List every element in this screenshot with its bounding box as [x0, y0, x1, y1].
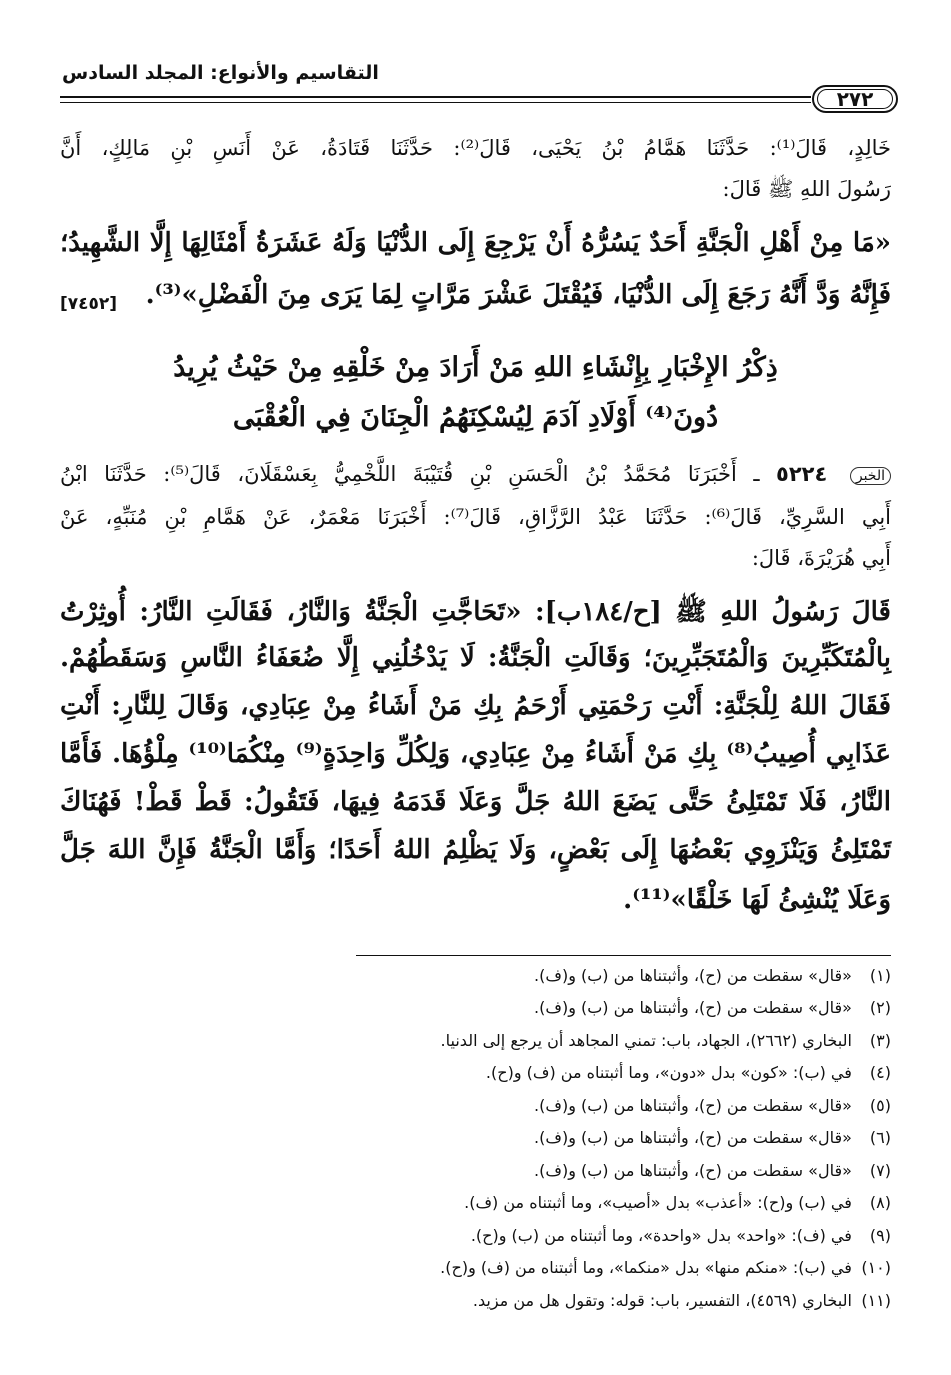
hadith-line: «مَا مِنْ أَهْلِ الْجَنَّةِ أَحَدٌ يَسُرُّهُ أَنْ يَرْجِعَ إِلَى الدُّنْيَا وَلَهُ عَشَرَةُ أَمْثَالِهَا إِلَّا الشَّهِيدُ؛ [60, 228, 891, 258]
footnote-number: (١٠) [861, 1258, 891, 1277]
footnote-text: في (ب): «كون» بدل «دون»، وما أثبتناه من (ف) و(ح). [485, 1063, 852, 1082]
footnote-text: «قال» سقطت من (ح)، وأثبتناها من (ب) و(ف). [534, 966, 852, 985]
narration-line: رَسُولَ اللهِ ﷺ قَالَ: [722, 177, 891, 201]
footnote-text: «قال» سقطت من (ح)، وأثبتناها من (ب) و(ف). [534, 998, 852, 1017]
footnote-number: (٦) [869, 1128, 891, 1147]
running-title: التقاسيم والأنواع: المجلد السادس [62, 62, 379, 84]
hadith-reference: [٧٤٥٢] [60, 294, 118, 314]
header-rule-thin [60, 102, 811, 103]
footnote [291, 1226, 891, 1245]
footnote [291, 966, 891, 985]
header-rule [60, 96, 811, 98]
hadith-line: بِالْمُتَكَبِّرِينَ وَالْمُتَجَبِّرِينَ؛ وَقَالَتِ الْجَنَّةُ: لَا يَدْخُلُنِي إِلَّا ضُعَفَاءُ النَّاسِ وَسَقَطُهُمْ. [60, 643, 891, 673]
hadith-line: قَالَ رَسُولُ اللهِ ﷺ [ح/١٨٤ب]: «تَحَاجَّتِ الْجَنَّةُ وَالنَّارُ، فَقَالَتِ النَّارُ: أُوثِرْتُ [60, 597, 891, 627]
footnote-number: (٥) [869, 1096, 891, 1115]
footnote [291, 1128, 891, 1147]
hadith-line: النَّارُ، فَلَا تَمْتَلِئُ حَتَّى يَضَعَ اللهُ جَلَّ وَعَلَا قَدَمَهُ فِيهَا، فَتَقُولُ: قَطْ قَطْ! فَهُنَاكَ [60, 787, 891, 817]
narration-line: أَبِي هُرَيْرَةَ، قَالَ: [751, 546, 891, 570]
chapter-heading: دُونَ⁽⁴⁾ أَوْلَادِ آدَمَ لِيُسْكِنَهُمُ الْجِنَانَ فِي الْعُقْبَى [232, 402, 719, 433]
narration-line: أَبِي السَّرِيِّ، قَالَ⁽⁶⁾: حَدَّثَنَا عَبْدُ الرَّزَّاقِ، قَالَ⁽⁷⁾: أَخْبَرَنَا مَعْمَرٌ، عَنْ هَمَّامِ بْنِ مُنَبِّهٍ، عَنْ [60, 505, 892, 529]
footnote-text: «قال» سقطت من (ح)، وأثبتناها من (ب) و(ف). [534, 1096, 852, 1115]
hadith-line: فَإِنَّهُ وَدَّ أَنَّهُ رَجَعَ إِلَى الدُّنْيَا، فَيُقْتَلَ عَشْرَ مَرَّاتٍ لِمَا يَرَى مِنَ الْفَضْلِ»⁽³⁾. [145, 280, 891, 310]
footnote [291, 1063, 891, 1082]
footnote [291, 1258, 891, 1277]
narration-line [60, 462, 891, 486]
footnote-text: في (ف): «واحد» بدل «واحدة»، وما أثبتناه من (ب) و(ح). [470, 1226, 852, 1245]
footnote-number: (٨) [869, 1193, 891, 1212]
footnote [291, 1161, 891, 1180]
footnote [291, 1193, 891, 1212]
footnote-number: (١١) [861, 1291, 891, 1310]
chapter-heading: ذِكْرُ الإِخْبَارِ بِإِنْشَاءِ اللهِ مَنْ أَرَادَ مِنْ خَلْقِهِ مِنْ حَيْثُ يُرِيدُ [173, 352, 778, 383]
footnote-number: (٧) [869, 1161, 891, 1180]
narration-line: خَالِدٍ، قَالَ⁽¹⁾: حَدَّثَنَا هَمَّامُ بْنُ يَحْيَى، قَالَ⁽²⁾: حَدَّثَنَا قَتَادَةُ، عَنْ أَنَسِ بْنِ مَالِكٍ، أَنَّ [60, 136, 891, 160]
footnote-text: البخاري (٢٦٦٢)، الجهاد، باب: تمني المجاهد أن يرجع إلى الدنيا. [440, 1031, 852, 1050]
footnote-text: «قال» سقطت من (ح)، وأثبتناها من (ب) و(ف). [534, 1161, 852, 1180]
footnote-text: في (ب) و(ح): «أعذب» بدل «أصيب»، وما أثبتناه من (ف). [464, 1193, 852, 1212]
footnote [291, 1096, 891, 1115]
footnote-number: (١) [869, 966, 891, 985]
footnote [291, 1031, 891, 1050]
footnote-number: (٢) [869, 998, 891, 1017]
footnote-number: (٣) [869, 1031, 891, 1050]
hadith-line: عَذَابِي أُصِيبُ⁽⁸⁾ بِكِ مَنْ أَشَاءُ مِنْ عِبَادِي، وَلِكُلِّ وَاحِدَةٍ⁽⁹⁾ مِنْكُمَا⁽¹⁰⁾ مِلْؤُهَا. فَأَمَّا [60, 739, 892, 769]
footnote-text: البخاري (٤٥٦٩)، التفسير، باب: قوله: وتقول هل من مزيد. [472, 1291, 852, 1310]
footnote-text: في (ب): «منكم منها» بدل «منكما»، وما أثبتناه من (ف) و(ح). [440, 1258, 852, 1277]
footnote [291, 1291, 891, 1310]
entry-badge: الخبر [850, 467, 891, 485]
footnote-number: (٤) [869, 1063, 891, 1082]
footnote [291, 998, 891, 1017]
hadith-line: وَعَلَا يُنْشِئُ لَهَا خَلْقًا»⁽¹¹⁾. [623, 885, 891, 915]
hadith-line: تَمْتَلِئُ وَيَنْزَوِي بَعْضُهَا إِلَى بَعْضٍ، وَلَا يَظْلِمُ اللهُ أَحَدًا؛ وَأَمَّا الْجَنَّةُ فَإِنَّ اللهَ جَلَّ [60, 835, 891, 865]
hadith-line: فَقَالَ اللهُ لِلْجَنَّةِ: أَنْتِ رَحْمَتِي أَرْحَمُ بِكِ مَنْ أَشَاءُ مِنْ عِبَادِي، وَقَالَ لِلنَّارِ: أَنْتِ [60, 691, 891, 721]
hadith-number: ٥٢٢٤ [776, 462, 828, 486]
narration-text: ـ أَخْبَرَنَا مُحَمَّدُ بْنُ الْحَسَنِ بْنِ قُتَيْبَةَ اللَّخْمِيُّ بِعَسْقَلَانَ، قَالَ⁽⁵⁾: حَدَّثَنَا ابْنُ [60, 462, 760, 486]
page-number: ٢٧٢ [812, 85, 898, 113]
footnote-number: (٩) [869, 1226, 891, 1245]
footnote-separator [356, 955, 891, 956]
footnote-text: «قال» سقطت من (ح)، وأثبتناها من (ب) و(ف). [534, 1128, 852, 1147]
